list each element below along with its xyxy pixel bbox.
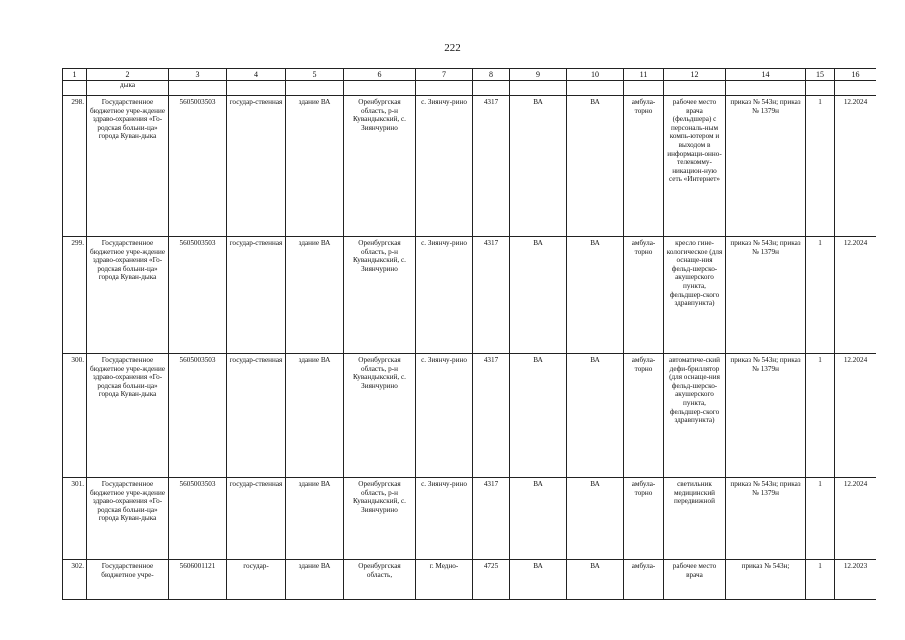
order-cell: приказ № 543н; приказ № 1379н — [726, 96, 806, 237]
continuation-row — [63, 81, 877, 96]
header-cell: 16 — [835, 69, 877, 81]
table-row — [63, 560, 877, 600]
row-number: 300. — [63, 354, 87, 478]
row-number: 299. — [63, 237, 87, 354]
table-cell — [835, 81, 877, 96]
table-cell — [169, 81, 227, 96]
ownership-form: государ-ственная — [227, 237, 286, 354]
code-cell: 4317 — [473, 478, 510, 560]
inn-cell: 5606001121 — [169, 560, 227, 600]
date-cell: 12.2024 — [835, 237, 877, 354]
table-cell — [510, 81, 567, 96]
table-cell: дыка — [87, 81, 169, 96]
code-cell: 4317 — [473, 96, 510, 237]
table-row — [63, 96, 877, 237]
organization-name: Государственное бюджетное учре-ждение здраво-охранения «Го-родская больни-ца» города Куван-дыка — [87, 96, 169, 237]
ownership-form: государ-ственная — [227, 354, 286, 478]
quantity-cell: 1 — [806, 96, 835, 237]
inn-cell: 5605003503 — [169, 354, 227, 478]
care-type-cell: амбула-торно — [624, 96, 664, 237]
column-10-cell: ВА — [567, 354, 624, 478]
order-cell: приказ № 543н; приказ № 1379н — [726, 478, 806, 560]
quantity-cell: 1 — [806, 560, 835, 600]
header-cell: 4 — [227, 69, 286, 81]
organization-name: Государственное бюджетное учре-ждение здраво-охранения «Го-родская больни-ца» города Куван-дыка — [87, 237, 169, 354]
building-type: здание ВА — [286, 237, 344, 354]
address-cell: Оренбургская область, р-н Кувандыкский, с. Зиянчурино — [344, 478, 416, 560]
settlement-cell: с. Зиянчу-рино — [416, 96, 473, 237]
table-row — [63, 478, 877, 560]
equipment-cell: рабочее место врача — [664, 560, 726, 600]
column-10-cell: ВА — [567, 96, 624, 237]
table-cell — [624, 81, 664, 96]
care-type-cell: амбула-торно — [624, 478, 664, 560]
quantity-cell: 1 — [806, 478, 835, 560]
table-cell — [416, 81, 473, 96]
equipment-table — [62, 68, 876, 600]
inn-cell: 5605003503 — [169, 96, 227, 237]
settlement-cell: с. Зиянчу-рино — [416, 478, 473, 560]
header-cell: 3 — [169, 69, 227, 81]
equipment-cell: автоматиче-ский дефи-бриллятор (для оснаще-ния фельд-шерско-акушерского пункта, фельдшер-ского здравпункта) — [664, 354, 726, 478]
address-cell: Оренбургская область, р-н Кувандыкский, с. Зиянчурино — [344, 354, 416, 478]
row-number: 301. — [63, 478, 87, 560]
quantity-cell: 1 — [806, 354, 835, 478]
column-10-cell: ВА — [567, 560, 624, 600]
care-type-cell: амбула-торно — [624, 354, 664, 478]
date-cell: 12.2023 — [835, 560, 877, 600]
table-wrapper — [62, 68, 876, 640]
table-cell — [806, 81, 835, 96]
order-cell: приказ № 543н; приказ № 1379н — [726, 354, 806, 478]
table-cell — [227, 81, 286, 96]
table-row — [63, 237, 877, 354]
code-cell: 4317 — [473, 237, 510, 354]
row-number: 298. — [63, 96, 87, 237]
date-cell: 12.2024 — [835, 96, 877, 237]
table-cell — [286, 81, 344, 96]
header-cell: 8 — [473, 69, 510, 81]
table-cell — [63, 81, 87, 96]
organization-name: Государственное бюджетное учре- — [87, 560, 169, 600]
table-cell — [664, 81, 726, 96]
settlement-cell: г. Медно- — [416, 560, 473, 600]
address-cell: Оренбургская область, — [344, 560, 416, 600]
table-row — [63, 354, 877, 478]
ownership-form: государ- — [227, 560, 286, 600]
building-type: здание ВА — [286, 354, 344, 478]
ownership-form: государ-ственная — [227, 96, 286, 237]
header-cell: 2 — [87, 69, 169, 81]
table-cell — [726, 81, 806, 96]
header-cell: 9 — [510, 69, 567, 81]
organization-name: Государственное бюджетное учре-ждение здраво-охранения «Го-родская больни-ца» города Куван-дыка — [87, 354, 169, 478]
header-cell: 10 — [567, 69, 624, 81]
address-cell: Оренбургская область, р-н Кувандыкский, с. Зиянчурино — [344, 237, 416, 354]
building-type: здание ВА — [286, 96, 344, 237]
care-type-cell: амбула- — [624, 560, 664, 600]
header-cell: 14 — [726, 69, 806, 81]
table-cell — [473, 81, 510, 96]
header-cell: 1 — [63, 69, 87, 81]
header-row — [63, 69, 877, 81]
column-9-cell: ВА — [510, 96, 567, 237]
table-cell — [344, 81, 416, 96]
column-9-cell: ВА — [510, 478, 567, 560]
ownership-form: государ-ственная — [227, 478, 286, 560]
column-9-cell: ВА — [510, 560, 567, 600]
date-cell: 12.2024 — [835, 478, 877, 560]
order-cell: приказ № 543н; приказ № 1379н — [726, 237, 806, 354]
header-cell: 5 — [286, 69, 344, 81]
inn-cell: 5605003503 — [169, 478, 227, 560]
building-type: здание ВА — [286, 478, 344, 560]
care-type-cell: амбула-торно — [624, 237, 664, 354]
equipment-cell: кресло гине-кологическое (для оснаще-ния фельд-шерско-акушерского пункта, фельдшер-ского здравпункта) — [664, 237, 726, 354]
date-cell: 12.2024 — [835, 354, 877, 478]
address-cell: Оренбургская область, р-н Кувандыкский, с. Зиянчурино — [344, 96, 416, 237]
header-cell: 12 — [664, 69, 726, 81]
row-number: 302. — [63, 560, 87, 600]
column-10-cell: ВА — [567, 478, 624, 560]
header-cell: 7 — [416, 69, 473, 81]
equipment-cell: светильник медицинский передвижной — [664, 478, 726, 560]
header-cell: 11 — [624, 69, 664, 81]
table-cell — [567, 81, 624, 96]
equipment-cell: рабочее место врача (фельдшера) с персональ-ным компь-ютером и выходом в информаци-онно-телекомму-никацион-ную сеть «Интернет» — [664, 96, 726, 237]
header-cell: 6 — [344, 69, 416, 81]
quantity-cell: 1 — [806, 237, 835, 354]
building-type: здание ВА — [286, 560, 344, 600]
column-10-cell: ВА — [567, 237, 624, 354]
code-cell: 4317 — [473, 354, 510, 478]
inn-cell: 5605003503 — [169, 237, 227, 354]
settlement-cell: с. Зиянчу-рино — [416, 354, 473, 478]
column-9-cell: ВА — [510, 354, 567, 478]
settlement-cell: с. Зиянчу-рино — [416, 237, 473, 354]
organization-name: Государственное бюджетное учре-ждение здраво-охранения «Го-родская больни-ца» города Куван-дыка — [87, 478, 169, 560]
page-number: 222 — [444, 42, 461, 54]
header-cell: 15 — [806, 69, 835, 81]
column-9-cell: ВА — [510, 237, 567, 354]
code-cell: 4725 — [473, 560, 510, 600]
order-cell: приказ № 543н; — [726, 560, 806, 600]
